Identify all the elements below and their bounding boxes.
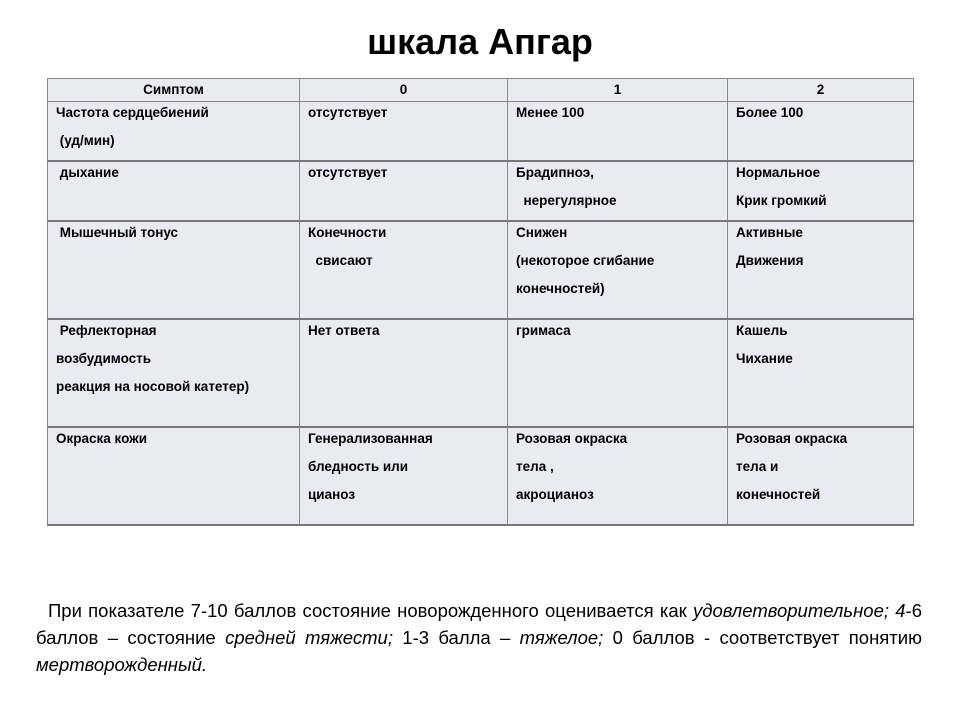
table-cell: дыхание xyxy=(48,161,300,221)
table-cell: Мышечный тонус xyxy=(48,221,300,319)
table-cell: Рефлекторная возбудимость реакция на носовой катетер) xyxy=(48,319,300,427)
table-cell: Нет ответа xyxy=(300,319,508,427)
table-cell: Брадипноэ, нерегулярное xyxy=(508,161,728,221)
table-cell: Активные Движения xyxy=(728,221,914,319)
table-cell: отсутствует xyxy=(300,161,508,221)
score-interpretation-paragraph: При показателе 7-10 баллов состояние новорожденного оценивается как удовлетворительное; 4-6 баллов – состояние средней тяжести; 1-3 балла – тяжелое; 0 баллов - соответствует понятию мертворожденный. xyxy=(36,599,922,675)
table-row xyxy=(48,102,914,162)
header-score-0: 0 xyxy=(300,79,508,102)
table-cell: Нормальное Крик громкий xyxy=(728,161,914,221)
apgar-table xyxy=(47,78,914,526)
header-symptom: Симптом xyxy=(48,79,300,102)
table-cell: Генерализованная бледность или цианоз xyxy=(300,427,508,525)
table-cell: Розовая окраска тела и конечностей xyxy=(728,427,914,525)
table-cell: Розовая окраска тела , акроцианоз xyxy=(508,427,728,525)
table-cell: Конечности свисают xyxy=(300,221,508,319)
table-cell: гримаса xyxy=(508,319,728,427)
table-row xyxy=(48,427,914,525)
table-row xyxy=(48,221,914,319)
page-title: шкала Апгар xyxy=(367,21,593,62)
table-cell: отсутствует xyxy=(300,102,508,162)
table-row xyxy=(48,319,914,427)
table-row xyxy=(48,161,914,221)
table-cell: Снижен (некоторое сгибание конечностей) xyxy=(508,221,728,319)
header-score-1: 1 xyxy=(508,79,728,102)
table-cell: Окраска кожи xyxy=(48,427,300,525)
table-cell: Кашель Чихание xyxy=(728,319,914,427)
header-score-2: 2 xyxy=(728,79,914,102)
table-cell: Частота сердцебиений (уд/мин) xyxy=(48,102,300,162)
table-cell: Более 100 xyxy=(728,102,914,162)
table-cell: Менее 100 xyxy=(508,102,728,162)
table-header-row xyxy=(48,79,914,102)
